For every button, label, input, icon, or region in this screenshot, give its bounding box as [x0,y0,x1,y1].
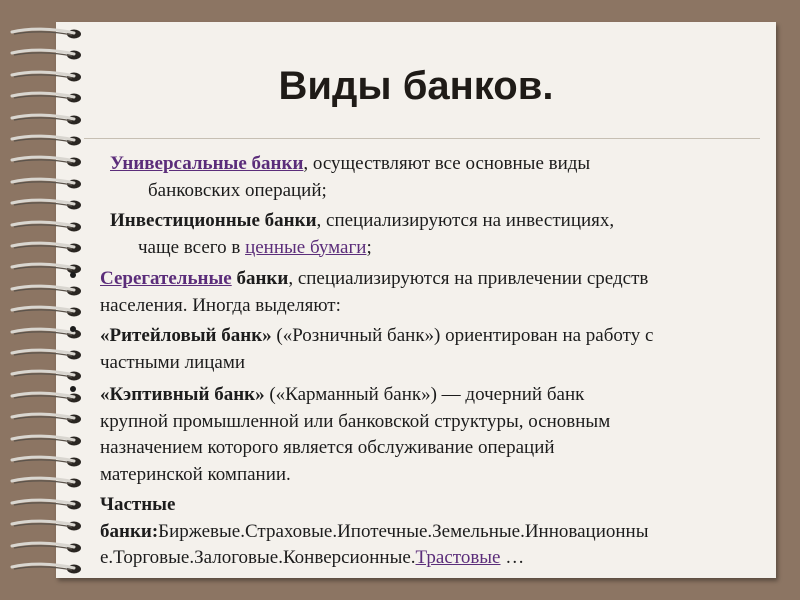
spiral-ring-icon [8,304,88,318]
item-investment-banks: Инвестиционные банки, специализируются на инвестициях, чаще всего в ценные бумаги; [110,210,615,258]
spiral-ring-icon [8,475,88,489]
spiral-ring-icon [8,283,88,297]
spiral-ring-icon [8,133,88,147]
item-captive-bank: «Кэптивный банк» («Карманный банк») — дочерний банк крупной промышленной или банковской структуры, основным назначением которого является обслуживание операций материнской компании. [100,384,611,485]
title-divider [84,138,760,139]
spiral-ring-icon [8,454,88,468]
slide-title: Виды банков. [278,64,554,108]
bullet-icon [70,326,76,332]
bullet-icon [70,386,76,392]
item-universal-banks: Универсальные банки, осуществляют все основные виды банковских операций; [110,153,591,201]
savings-banks-link[interactable]: Серегательные [100,268,232,289]
item-savings-banks: Серегательные банки, специализируются на привлечении средств населения. Иногда выделяют: [100,268,649,316]
spiral-ring-icon [8,219,88,233]
spiral-ring-icon [8,47,88,61]
spiral-ring-icon [8,240,88,254]
spiral-binding-icon [0,26,100,586]
spiral-ring-icon [8,197,88,211]
spiral-ring-icon [8,261,88,275]
item-private-banks: Частные банки:Биржевые.Страховые.Ипотечные.Земельные.Инновационны е.Торговые.Залоговые.Конверсионные.Трастовые … [100,494,649,568]
spiral-ring-icon [8,176,88,190]
spiral-ring-icon [8,368,88,382]
spiral-ring-icon [8,390,88,404]
spiral-ring-icon [8,433,88,447]
spiral-ring-icon [8,112,88,126]
bullet-icon [70,272,76,278]
spiral-ring-icon [8,26,88,40]
securities-link[interactable]: ценные бумаги [245,236,367,258]
universal-banks-link[interactable]: Универсальные банки [110,153,304,174]
spiral-ring-icon [8,540,88,554]
spiral-ring-icon [8,326,88,340]
spiral-ring-icon [8,561,88,575]
spiral-ring-icon [8,411,88,425]
trust-banks-link[interactable]: Трастовые [415,547,501,568]
spiral-ring-icon [8,518,88,532]
item-retail-bank: «Ритейловый банк» («Розничный банк») ориентирован на работу с частными лицами [100,325,654,373]
spiral-ring-icon [8,347,88,361]
spiral-ring-icon [8,497,88,511]
spiral-ring-icon [8,154,88,168]
